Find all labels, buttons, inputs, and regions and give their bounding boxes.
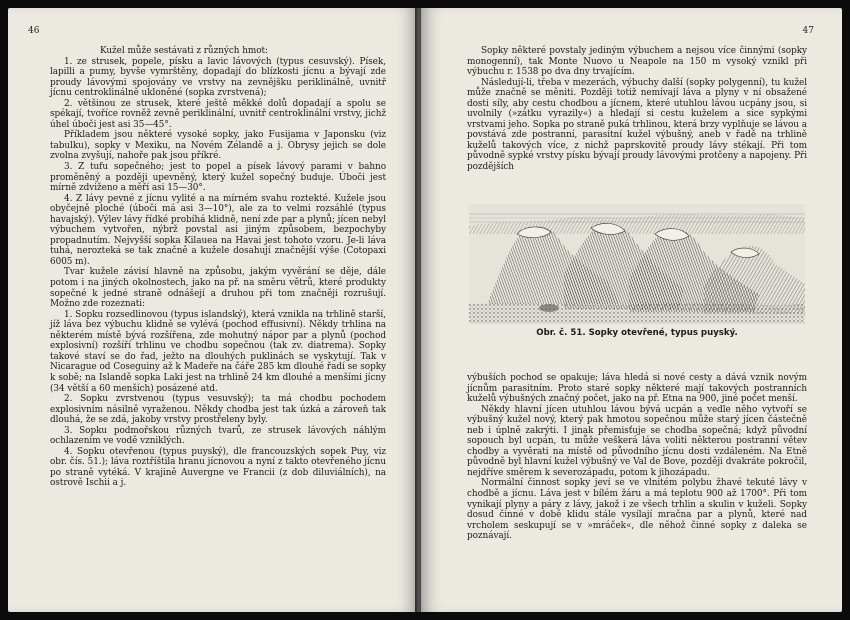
paragraph: 1. Sopku rozsedlinovou (typus islandský), která vznikla na trhlině starší, jíž láva bez výbuchu klidně se vylévá (pochod effusivní). Někdy trhlina na některém místě bývá rozšířena, zde mohutný nápor par a plynů (pochod explosivní) rozšíří trhlinu ve chodbu sopečnou (tak zv. diatrema). Sopky takové staví se do řad, ježto na dlouhých puklinách se vyskytují. Tak v Nicarague od Coseguiny až k Madeře na čáře 285 km dlouhé řadí se sopky k sobě; na Islandě sopka Laki jest na trhlině 24 km dlouhé a menšími jícny (34 větší a 60 menších) posázené atd. [50,309,386,394]
figure-caption: Obr. č. 51. Sopky otevřené, typus puyský. [536,328,738,338]
paragraph: Příkladem jsou některé vysoké sopky, jako Fusijama v Japonsku (viz tabulku), sopky v Mexiku, na Novém Zélandě a j. Obrysy jejich se dole zvolna zvyšují, nahoře pak jsou příkré. [50,130,386,162]
paragraph: 3. Z tufu sopečného; jest to popel a písek lávový parami v bahno proměněný a později upevněný, který kužel sopečný buduje. Úboči jest mírně zdviženo a měří asi 15—30°. [50,162,386,194]
paragraph: 1. ze strusek, popele, písku a lavic lávových (typus cesuvský). Písek, lapilli a pumy, byvše vymrštěny, dopadají do blízkosti jícnu a bývají zde proudy lávovými spojovány ve vrstvy na zevnějšku periklinálně, uvnitř jícnu centroklinálně ukloněné (sopka zvrstvená); [50,56,386,99]
paragraph: výbuších pochod se opakuje; láva hledá si nové cesty a dává vznik novým jícnům parasitním. Proto staré sopky některé mají takových postranních kuželů výbušných značný počet, jako na př. Etna na 900, jiné počet menší. [467,373,807,405]
right-page [421,8,842,612]
paragraph: Sopky některé povstaly jediným výbuchem a nejsou více činnými (sopky monogenní), tak Monte Nuovo u Neapole na 150 m vysoký vznikl při výbuchu r. 1538 po dva dny trvajícím. [467,46,807,78]
volcano-engraving [469,204,805,324]
paragraph: 2. Sopku zvrstvenou (typus vesuvský); ta má chodbu pochodem explosivním násilně vyraženou. Někdy chodba jest tak úzká a zároveň tak dlouhá, že se zdá, jakoby vrstvy prostřeleny byly. [50,394,386,426]
page-number: 47 [802,26,814,36]
text-column-top [467,46,807,173]
paragraph: 2. většinou ze strusek, které ještě měkké dolů dopadají a spolu se spékají, tvoříce rovněž zevně periklinální, uvnitř centroklinální vrstvy, jichž úhel úboči jest asi 35—45°. [50,98,386,130]
paragraph: Kužel může sestávati z různých hmot: [100,46,268,56]
paragraph: Tvar kužele závisí hlavně na způsobu, jakým vyvěrání se děje, dále potom i na jiných okolnostech, jako na př. na směru větrů, které produkty sopečné k jedné straně odnášejí a druhou při tom značněji rozrušují. Možno zde rozeznati: [50,267,386,310]
paragraph: Následují-li, třeba v mezerách, výbuchy další (sopky polygenní), tu kužel může značně se měniti. Později totiž nemívají láva a plyny v ní obsažené dosti síly, aby cestu chodbou a jícnem, které utuhlou lávou ucpány jsou, si uvolnily (»zátku vyrazily«) a hledají si cestu kuželem a sice sypkými vrstvami jeho. Sopka po straně puká trhlinou, která brzy vyplňuje se lávou a povstává zde postranní, parasitní kužel výbušný, aneb v řadě na trhlině kuželů takových více, z nichž paprskovitě proudy lávy stékají. Při tom původně sypké vrstvy písku bývají proudy lávovými protčeny a napojeny. Při pozdějších [467,77,807,173]
left-page [8,8,417,612]
paragraph: Někdy hlavní jícen utuhlou lávou bývá ucpán a vedle něho vytvoří se výbušný kužel nový, který pak hmotou sopečnou může starý jícen částečně neb i úplně zakrýti. I jinak přemisťuje se chodba sopečná; když původní sopouch byl ucpán, tu může veškerá láva voliti některou postranní větev chodby a vyvěrati na místě od původního jícnu dosti vzdáleném. Na Etně původně byl hlavní kužel výbušný ve Val de Bove, později dvakráte pokročil, nejdříve směrem k severozápadu, potom k jihozápadu. [467,404,807,478]
text-column-bottom [467,373,807,542]
paragraph: 4. Sopku otevřenou (typus puyský), dle francouzských sopek Puy, viz obr. čís. 51.); láva roztříštila hranu jícnovou a nyní z takto otevřeného jícnu po straně vytéká. V krajině Auvergne ve Francii (z dob diluviálních), na ostrově Ischii a j. [50,446,386,489]
paragraph: 4. Z lávy pevné z jícnu vylité a na mírném svahu roztekté. Kužele jsou obyčejně ploché (úboči má asi 3—10°), ale za to velmi rozsáhlé (typus havajský). Výlev lávy řídké probíhá klidně, není zde par a plynů; jícen nebyl výbuchem vytvořen, nýbrž povstal asi jiným způsobem, bezpochyby propadnutím. Nejvyšší sopka Kilauea na Havai jest tohoto vzoru. Je-li láva tuhá, nerozteká se tak značně a kužele dosahují značnější výše (Cotopaxi 6005 m). [50,193,386,267]
paragraph: 3. Sopku podmořskou různých tvarů, ze strusek lávových náhlým ochlazením ve vodě vzniklých. [50,425,386,447]
paragraph: Normální činnost sopky jeví se ve vlnitém polybu žhavé tekuté lávy v chodbě a jícnu. Láva jest v bílém žáru a má teplotu 900 až 1700°. Při tom vynikají plyny a páry z lávy, jakož i ze všech trhlin a skulin v kuželi. Sopky dosud činné v době klidu stále vysílají mračna par a plynů, které nad vrcholem seskupují se v »mráček«, dle něhož činné sopky z daleka se poznávají. [467,478,807,542]
page-number: 46 [28,26,40,36]
text-column [50,46,386,489]
